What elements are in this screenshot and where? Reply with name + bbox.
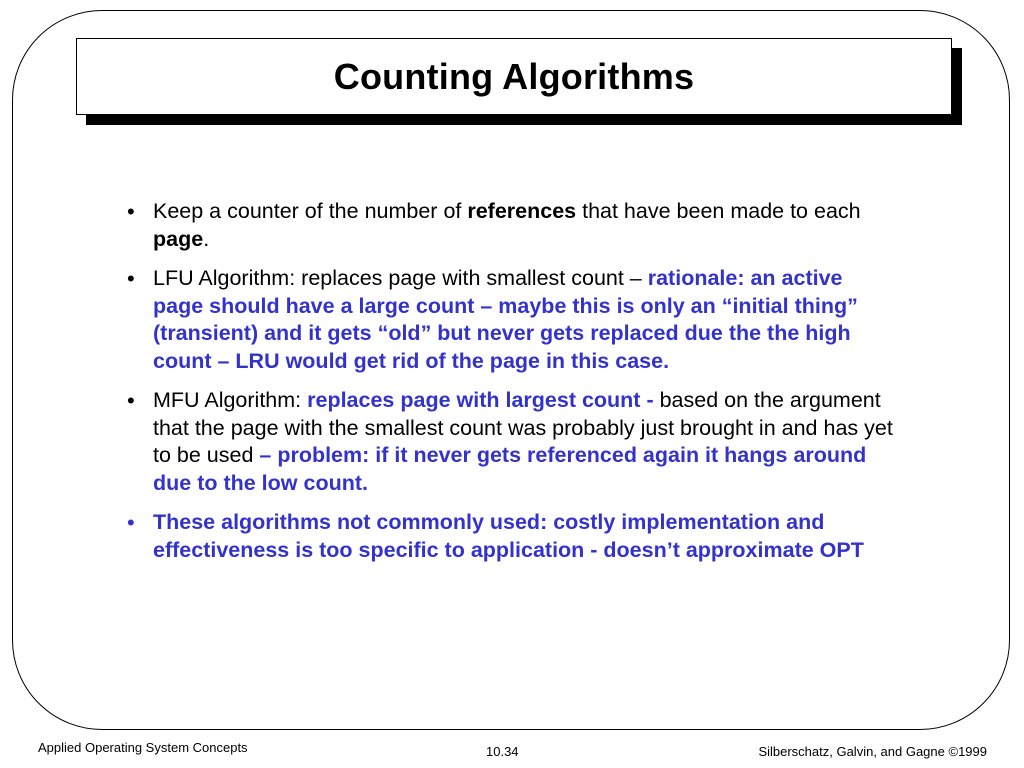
bullet-dot-icon: • (127, 199, 135, 224)
footer-page-number: 10.34 (486, 744, 519, 759)
bullet-highlight-text: – problem: if it never gets referenced again it hangs around due to the low count. (153, 443, 867, 495)
title-box (76, 38, 952, 115)
footer-course-title: Applied Operating System Concepts (38, 740, 248, 755)
bullet-item-counter (127, 198, 893, 253)
bullet-bold-text: page (153, 226, 204, 251)
bullet-text: MFU Algorithm: (153, 388, 308, 412)
bullet-bold-text: references (467, 199, 577, 223)
bullet-highlight-text: replaces page with largest count - (307, 388, 660, 412)
bullet-text: that have been made to each (576, 199, 861, 223)
bullet-item-mfu (127, 387, 893, 497)
bullet-highlight-text: These algorithms not commonly used: costly implementation and effectiveness is too specific to application - doesn’t approximate OPT (153, 510, 864, 562)
bullet-text: based on the argument that the page with the smallest count was probably just brought in and has yet to be used (153, 388, 893, 467)
slide-title: Counting Algorithms (333, 55, 695, 97)
bullet-dot-icon: • (127, 266, 135, 291)
bullet-text: . (203, 226, 210, 251)
bullet-item-summary (127, 509, 893, 564)
footer-copyright: Silberschatz, Galvin, and Gagne ©1999 (758, 744, 987, 759)
bullet-list (127, 198, 893, 576)
bullet-highlight-text: rationale: an active page should have a large count – maybe this is only an “initial thing” (transient) and it gets “old” but never gets replaced due the the high count – LRU would get rid of the page in this case. (153, 266, 858, 373)
bullet-text: LFU Algorithm: replaces page with smallest count – (153, 266, 648, 290)
bullet-dot-icon: • (127, 510, 135, 535)
bullet-dot-icon: • (127, 388, 135, 413)
bullet-text: Keep a counter of the number of (153, 199, 468, 223)
bullet-item-lfu (127, 265, 893, 375)
